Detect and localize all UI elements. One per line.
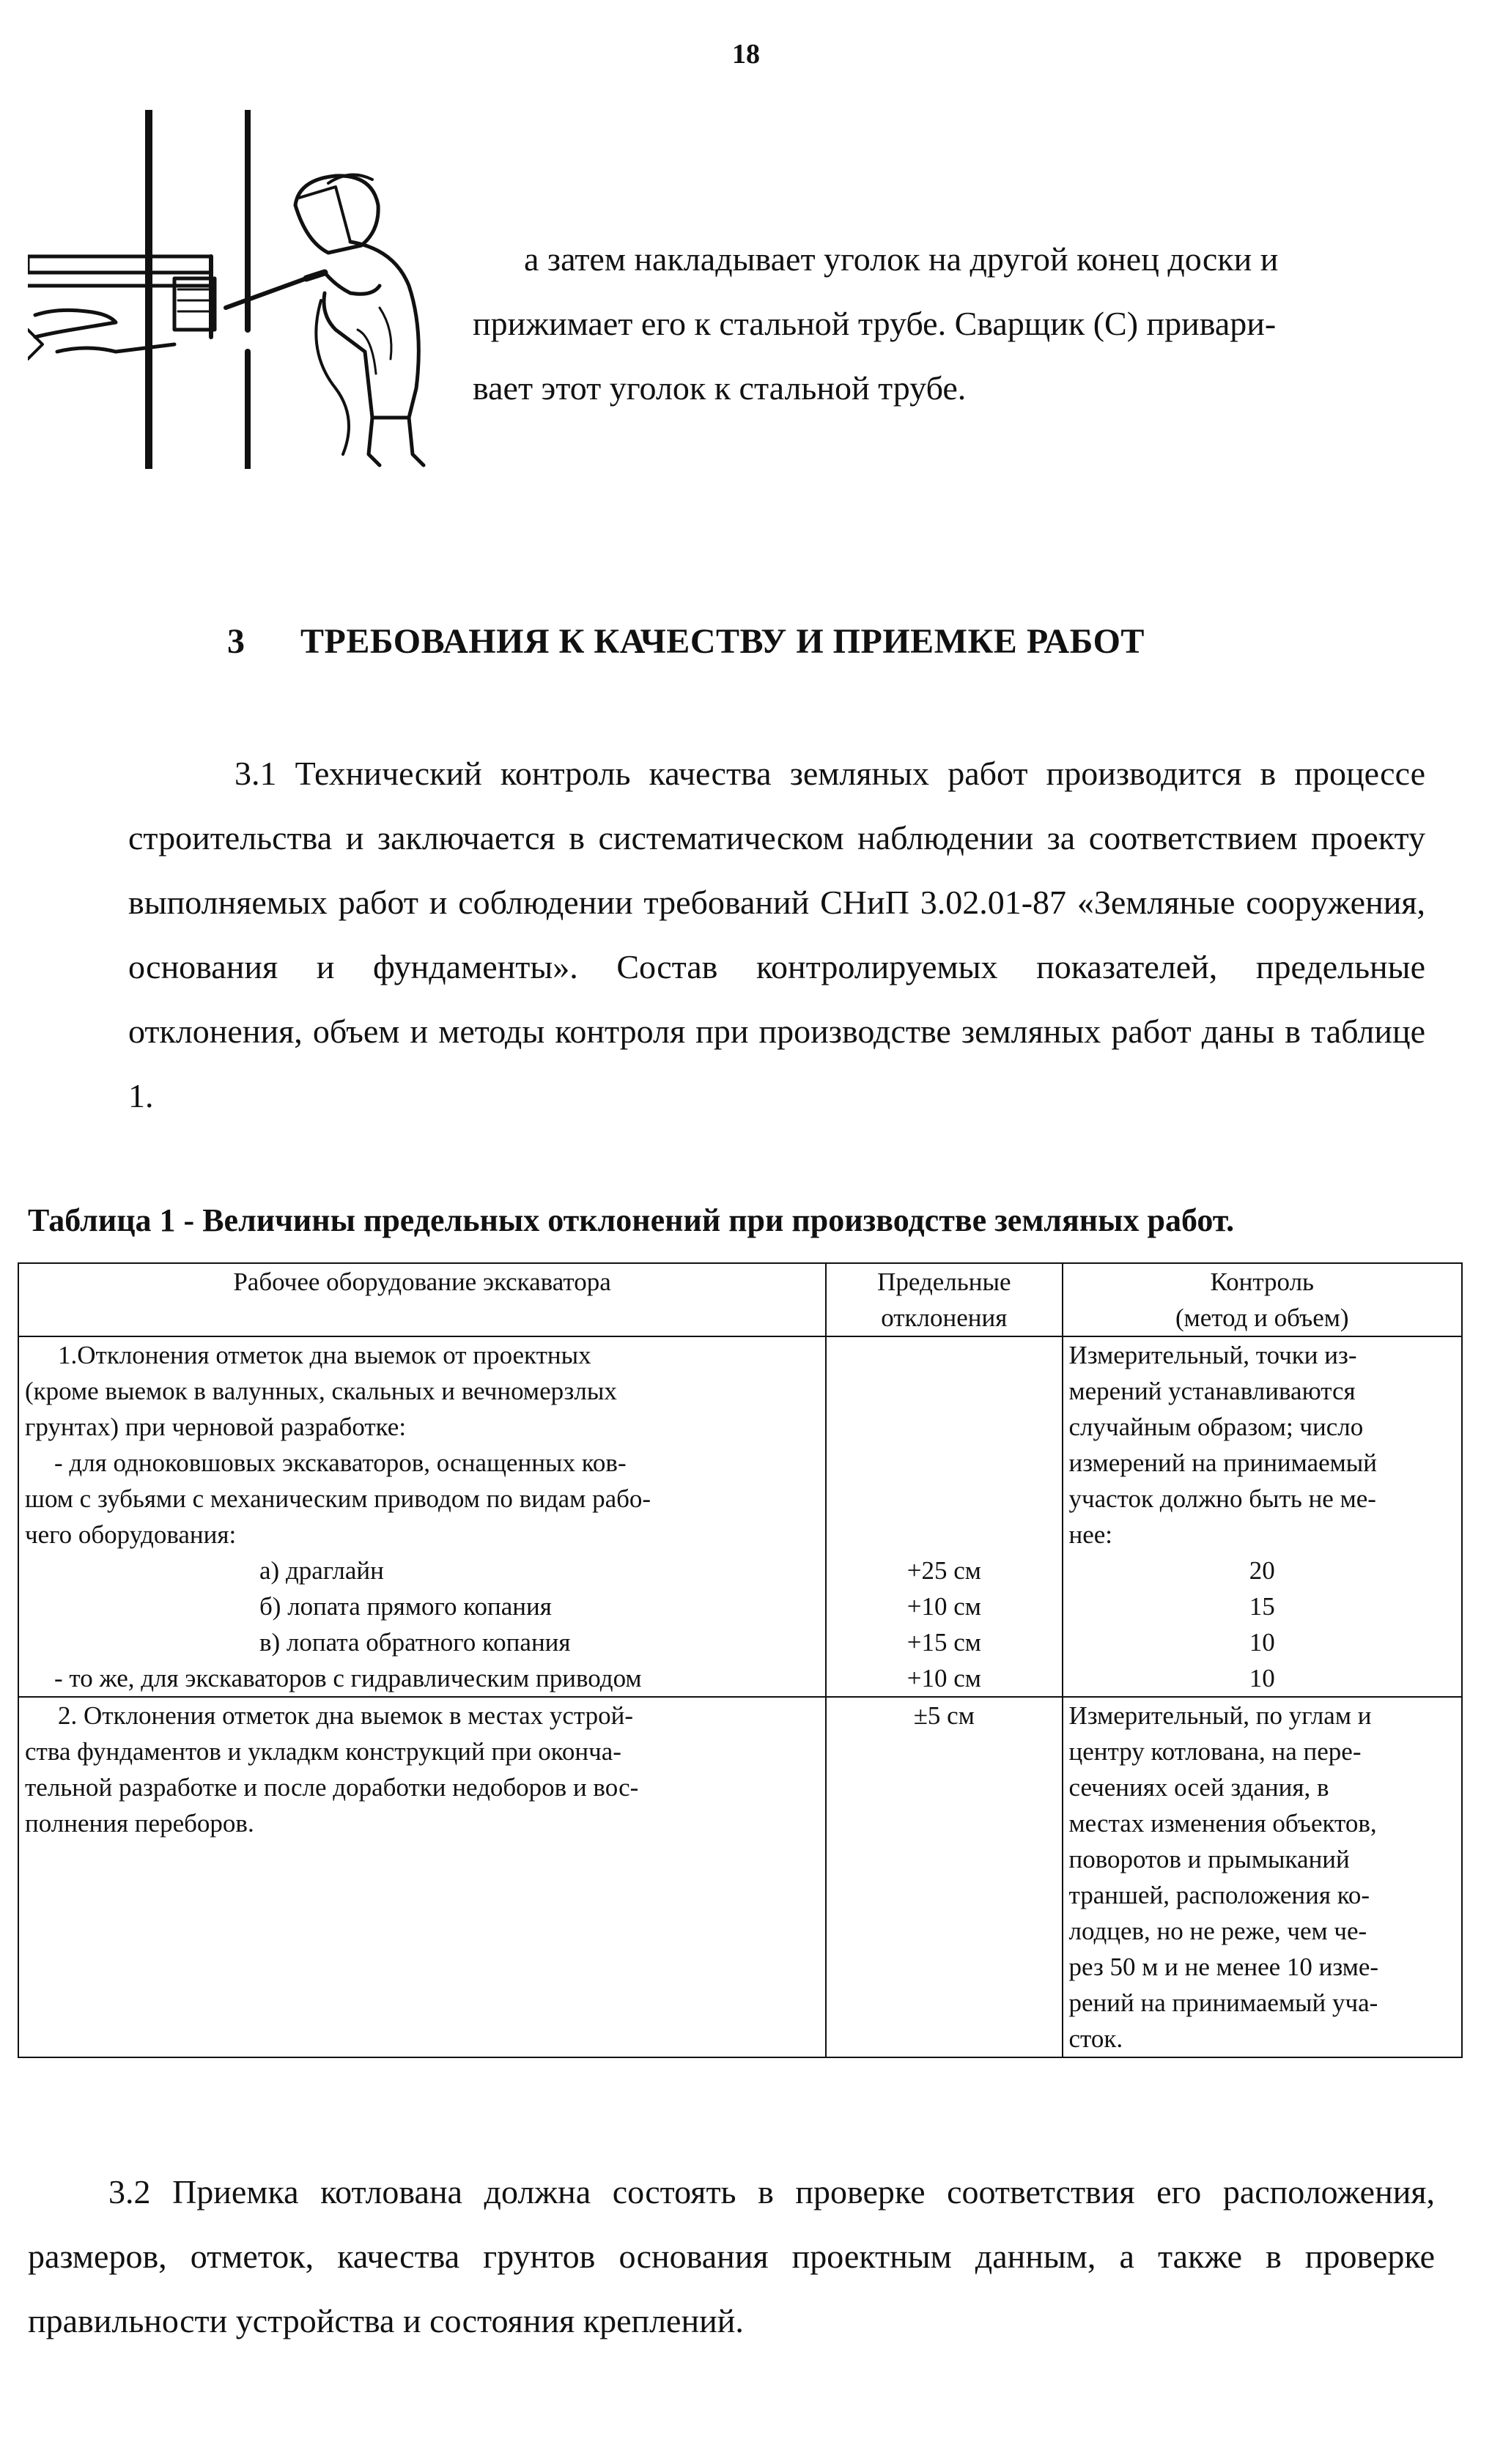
row1-control-cell: Измерительный, точки из- мерений устанавливаются случайным образом; число измерений на принимаемый участок должно быть не ме- нее: 20 15 10 10 xyxy=(1063,1336,1463,1697)
intro-line: прижимает его к стальной трубе. Сварщик (С) привари- xyxy=(473,305,1277,342)
paragraph-3-1 xyxy=(128,741,1425,1128)
row1-equipment-cell: 1.Отклонения отметок дна выемок от проектных (кроме выемок в валунных, скальных и вечномерзлых грунтах) при черновой разработке: - для одноковшовых экскаваторов, оснащенных ков- шом с зубьями с механическим приводом по видам рабо- чего оборудования: а) драглайн б) лопата прямого копания в) лопата обратного копания - то же, для экскаваторов с гидравлическим приводом xyxy=(18,1336,826,1697)
page-number: 18 xyxy=(732,39,760,70)
section-title: ТРЕБОВАНИЯ К КАЧЕСТВУ И ПРИЕМКЕ РАБОТ xyxy=(300,622,1145,661)
section-heading xyxy=(227,621,1145,662)
welder-illustration xyxy=(28,110,460,469)
row2-equipment-cell: 2. Отклонения отметок дна выемок в местах устрой- ства фундаментов и укладкм конструкций при оконча- тельной разработке и после доработки недоборов и вос- полнения переборов. xyxy=(18,1697,826,2057)
header-limits: Предельные отклонения xyxy=(826,1263,1062,1336)
deviation-table xyxy=(18,1262,1463,2058)
intro-text xyxy=(473,227,1425,421)
table-caption: Таблица 1 - Величины предельных отклонений при производстве земляных работ. xyxy=(28,1202,1235,1238)
paragraph-3-2 xyxy=(28,2160,1435,2353)
table-row xyxy=(18,1336,1462,1697)
table-row xyxy=(18,1697,1462,2057)
row1-limits-cell: +25 см +10 см +15 см +10 см xyxy=(826,1336,1062,1697)
intro-line: а затем накладывает уголок на другой конец доски и xyxy=(524,240,1279,278)
row2-control-cell: Измерительный, по углам и центру котлована, на пере- сечениях осей здания, в местах изменения объектов, поворотов и прымыканий траншей, расположения ко- лодцев, но не реже, чем че- рез 50 м и не менее 10 изме- рений на принимаемый уча- сток. xyxy=(1063,1697,1463,2057)
paragraph-text: 3.1 Технический контроль качества земляных работ производится в процессе строительства и заключается в систематическом наблюдении за соответствием проекту выполняемых работ и соблюдении требований СНиП 3.02.01-87 «Земляные сооружения, основания и фундаменты». Состав контролируемых показателей, предельные отклонения, объем и методы контроля при производстве земляных работ даны в таблице 1. xyxy=(128,755,1425,1114)
header-control: Контроль (метод и объем) xyxy=(1063,1263,1463,1336)
header-equipment: Рабочее оборудование экскаватора xyxy=(18,1263,826,1336)
table-header-row xyxy=(18,1263,1462,1336)
intro-line: вает этот уголок к стальной трубе. xyxy=(473,369,967,407)
row2-limits-cell: ±5 см xyxy=(826,1697,1062,2057)
paragraph-text: 3.2 Приемка котлована должна состоять в проверке соответствия его расположения, размеров, отметок, качества грунтов основания проектным данным, а также в проверке правильности устройства и состояния креплений. xyxy=(28,2173,1435,2339)
section-number: 3 xyxy=(227,622,245,661)
